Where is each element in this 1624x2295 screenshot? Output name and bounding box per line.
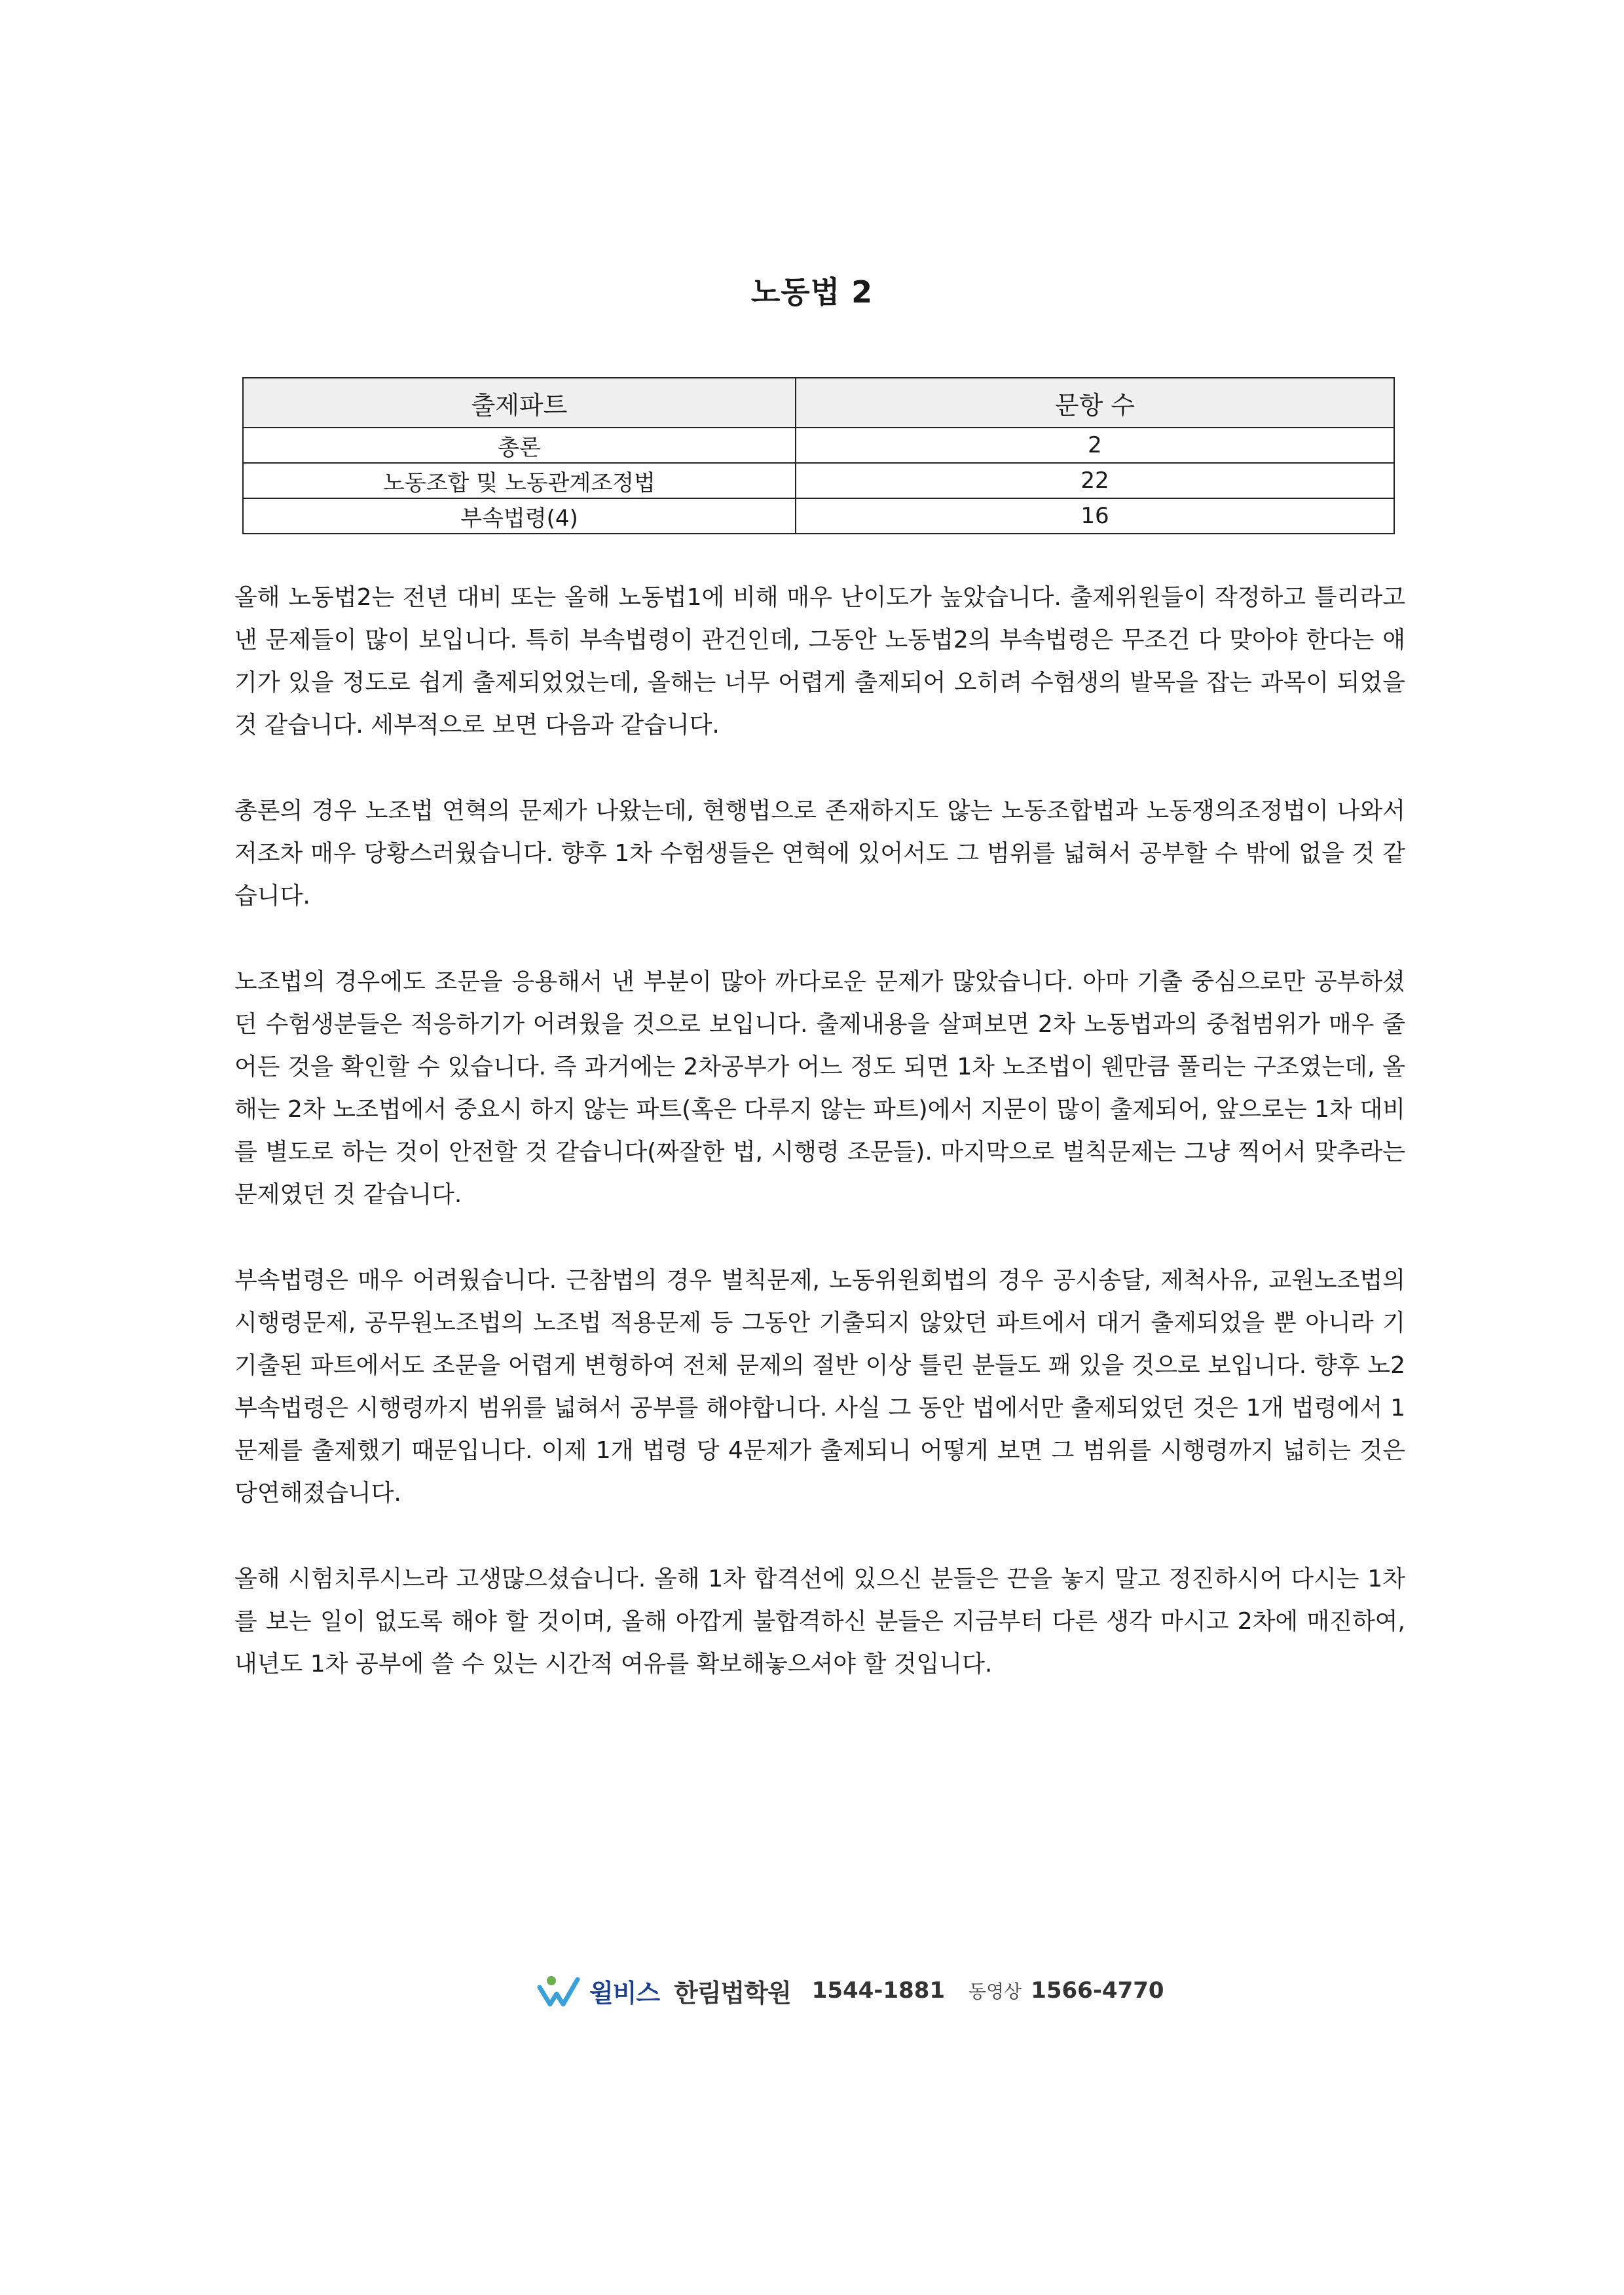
cell-part: 총론 <box>243 428 796 463</box>
table-row <box>243 463 1394 498</box>
paragraph-general: 총론의 경우 노조법 연혁의 문제가 나왔는데, 현행법으로 존재하지도 않는 노동조합법과 노동쟁의조정법이 나와서 저조차 매우 당황스러웠습니다. 향후 1차 수험생들은 연혁에 있어서도 그 범위를 넓혀서 공부할 수 밖에 없을 것 같습니다. <box>234 798 1405 909</box>
academy-name: 한림법학원 <box>674 1978 791 2008</box>
video-label: 동영상 <box>969 1981 1022 2002</box>
brand-name: 윌비스 <box>589 1978 660 2008</box>
contact-phone: 1544-1881 <box>811 1977 946 2004</box>
cell-count: 16 <box>796 498 1394 534</box>
table-row <box>243 498 1394 534</box>
paragraph-overview: 올해 노동법2는 전년 대비 또는 올해 노동법1에 비해 매우 난이도가 높았습니다. 출제위원들이 작정하고 틀리라고 낸 문제들이 많이 보입니다. 특히 부속법령이 관건인데, 그동안 노동법2의 부속법령은 무조건 다 맞아야 한다는 얘기가 있을 정도로 쉽게 출제되었었는데, 올해는 너무 어렵게 출제되어 오히려 수험생의 발목을 잡는 과목이 되었을 것 같습니다. 세부적으로 보면 다음과 같습니다. <box>234 584 1405 739</box>
header-part: 출제파트 <box>243 378 796 428</box>
cell-part: 노동조합 및 노동관계조정법 <box>243 463 796 498</box>
paragraph-union-law: 노조법의 경우에도 조문을 응용해서 낸 부분이 많아 까다로운 문제가 많았습니다. 아마 기출 중심으로만 공부하셨던 수험생분들은 적응하기가 어려웠을 것으로 보입니다. 출제내용을 살펴보면 2차 노동법과의 중첩범위가 매우 줄어든 것을 확인할 수 있습니다. 즉 과거에는 2차공부가 어느 정도 되면 1차 노조법이 웬만큼 풀리는 구조였는데, 올해는 2차 노조법에서 중요시 하지 않는 파트(혹은 다루지 않는 파트)에서 지문이 많이 출제되어, 앞으로는 1차 대비를 별도로 하는 것이 안전할 것 같습니다(짜잘한 법, 시행령 조문들). 마지막으로 벌칙문제는 그냥 찍어서 맞추라는 문제였던 것 같습니다. <box>234 968 1405 1208</box>
body-text <box>234 576 1405 1729</box>
cell-count: 22 <box>796 463 1394 498</box>
header-count: 문항 수 <box>796 378 1394 428</box>
table-row <box>243 428 1394 463</box>
exam-parts-table <box>242 377 1395 534</box>
paragraph-subsidiary-laws: 부속법령은 매우 어려웠습니다. 근참법의 경우 벌칙문제, 노동위원회법의 경우 공시송달, 제척사유, 교원노조법의 시행령문제, 공무원노조법의 노조법 적용문제 등 그동안 기출되지 않았던 파트에서 대거 출제되었을 뿐 아니라 기 기출된 파트에서도 조문을 어렵게 변형하여 전체 문제의 절반 이상 틀린 분들도 꽤 있을 것으로 보입니다. 향후 노2 부속법령은 시행령까지 범위를 넓혀서 공부를 해야합니다. 사실 그 동안 법에서만 출제되었던 것은 1개 법령에서 1문제를 출제했기 때문입니다. 이제 1개 법령 당 4문제가 출제되니 어떻게 보면 그 범위를 시행령까지 넓히는 것은 당연해졌습니다. <box>234 1267 1405 1507</box>
paragraph-closing: 올해 시험치루시느라 고생많으셨습니다. 올해 1차 합격선에 있으신 분들은 끈을 놓지 말고 정진하시어 다시는 1차를 보는 일이 없도록 해야 할 것이며, 올해 아깝게 불합격하신 분들은 지금부터 다른 생각 마시고 2차에 매진하여, 내년도 1차 공부에 쓸 수 있는 시간적 여유를 확보해놓으셔야 할 것입니다. <box>234 1566 1405 1678</box>
cell-part: 부속법령(4) <box>243 498 796 534</box>
video-phone: 1566-4770 <box>1031 1977 1164 2004</box>
table-header-row <box>243 378 1394 428</box>
willbes-logo-icon <box>537 1974 580 2007</box>
footer-logo-bar <box>537 1971 1164 2010</box>
cell-count: 2 <box>796 428 1394 463</box>
page-title: 노동법 2 <box>750 274 874 310</box>
